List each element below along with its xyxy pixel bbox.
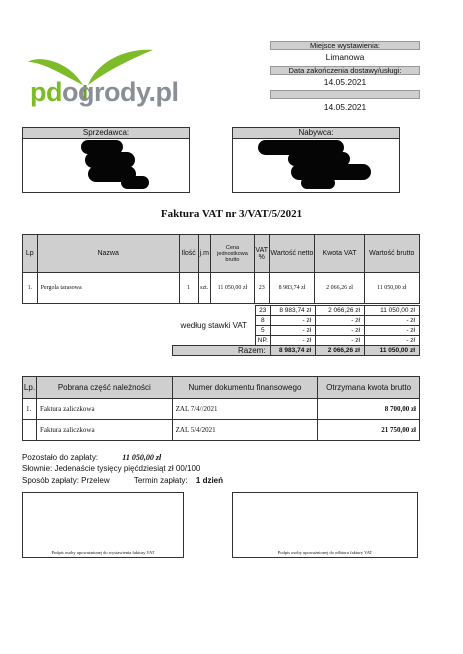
signature-box-issuer	[22, 492, 184, 558]
remaining-value: 11 050,00 zł	[122, 453, 162, 462]
payments-table	[22, 376, 420, 441]
payments-header-row	[23, 377, 420, 399]
row-part: Faktura zaliczkowa	[36, 399, 172, 420]
redaction	[121, 176, 149, 189]
vat-net: - zł	[270, 326, 316, 336]
signature-caption: Podpis osoby upoważnionej do odbioru faktury VAT	[277, 550, 373, 555]
col-lp: Lp.	[23, 377, 37, 399]
term-label: Termin zapłaty:	[133, 476, 188, 485]
buyer-label: Nabywca:	[233, 128, 399, 139]
vat-net: - zł	[270, 316, 316, 326]
col-lp: Lp	[23, 235, 38, 273]
buyer-box	[232, 127, 400, 193]
remaining-line	[22, 453, 161, 462]
signature-caption: Podpis osoby upoważnionej do wystawienia faktury VAT	[51, 550, 155, 555]
invoice-title: Faktura VAT nr 3/VAT/5/2021	[160, 208, 303, 220]
table-row	[23, 399, 420, 420]
vat-net: 8 983,74 zł	[270, 306, 316, 316]
row-doc: ZAL 7/4//2021	[172, 399, 318, 420]
delivery-date-label: Data zakończenia dostawy/usługi:	[270, 66, 420, 75]
vat-row	[173, 306, 420, 316]
vat-total-row	[173, 346, 420, 356]
vat-gross: - zł	[364, 316, 419, 326]
issue-place: Limanowa	[325, 52, 365, 62]
vat-summary-label: według stawki VAT	[180, 320, 247, 330]
issue-date: 14.05.2021	[323, 102, 367, 112]
row-lp	[23, 420, 37, 441]
vat-amount: - zł	[316, 326, 365, 336]
vat-amount: 2 066,26 zł	[316, 306, 365, 316]
vat-rate: 23	[256, 306, 271, 316]
row-qty: 1	[179, 273, 198, 304]
table-row	[23, 420, 420, 441]
col-vat-amount: Kwota VAT	[315, 235, 364, 273]
vat-summary-table	[172, 305, 420, 356]
col-vat: VAT %	[254, 235, 269, 273]
row-part: Faktura zaliczkowa	[36, 420, 172, 441]
seller-box	[22, 127, 190, 193]
words-value: Jedenaście tysięcy pięćdziesiąt zł 00/100	[54, 464, 201, 473]
words-line	[22, 464, 200, 473]
row-doc: ZAL 5/4/2021	[172, 420, 318, 441]
vat-total-net: 8 983,74 zł	[270, 346, 316, 356]
row-vat: 23	[254, 273, 269, 304]
row-amount: 8 700,00 zł	[318, 399, 420, 420]
row-lp: 1.	[23, 399, 37, 420]
col-net: Wartość netto	[269, 235, 315, 273]
vat-total-vat: 2 066,26 zł	[316, 346, 365, 356]
items-header-row	[23, 235, 420, 273]
col-amount: Otrzymana kwota brutto	[318, 377, 420, 399]
vat-gross: - zł	[364, 336, 419, 346]
term-value: 1 dzień	[195, 476, 224, 485]
table-row	[23, 273, 420, 304]
vat-net: - zł	[270, 336, 316, 346]
row-unit: szt.	[198, 273, 211, 304]
vat-total-gross: 11 050,00 zł	[364, 346, 419, 356]
vat-gross: - zł	[364, 326, 419, 336]
row-net: 8 983,74 zł	[269, 273, 315, 304]
vat-amount: - zł	[316, 316, 365, 326]
payment-label: Sposób zapłaty:	[22, 476, 79, 485]
seller-label: Sprzedawca:	[23, 128, 189, 139]
signature-box-receiver	[232, 492, 418, 558]
col-doc: Numer dokumentu finansowego	[172, 377, 318, 399]
row-name: Pergola tarasowa	[37, 273, 179, 304]
row-unit-price: 11 050,00 zł	[211, 273, 255, 304]
remaining-label: Pozostało do zapłaty:	[22, 453, 99, 462]
row-gross: 11 050,00 zł	[364, 273, 419, 304]
payment-value: Przelew	[81, 476, 110, 485]
col-unit: j.m	[198, 235, 211, 273]
col-gross: Wartość brutto	[364, 235, 419, 273]
issue-place-label: Miejsce wystawienia:	[270, 41, 420, 50]
delivery-date: 14.05.2021	[323, 77, 367, 87]
items-table	[22, 234, 420, 304]
words-label: Słownie:	[22, 464, 53, 473]
col-part: Pobrana część należności	[36, 377, 172, 399]
col-qty: Ilość	[179, 235, 198, 273]
vat-rate: 8	[256, 316, 271, 326]
logo-text	[30, 77, 179, 108]
payment-line	[22, 476, 223, 485]
vat-amount: - zł	[316, 336, 365, 346]
row-lp: 1.	[23, 273, 38, 304]
col-name: Nazwa	[37, 235, 179, 273]
issue-date-bar	[270, 90, 420, 99]
vat-gross: 11 050,00 zł	[364, 306, 419, 316]
col-unit-price: Cena jednostkowa brutto	[211, 235, 255, 273]
logo-text-prefix: pd	[30, 77, 62, 107]
row-vat-amount: 2 066,26 zł	[315, 273, 364, 304]
logo-text-rest: ogrody.pl	[62, 77, 179, 107]
vat-total-label: Razem:	[173, 346, 271, 356]
vat-rate: 5	[256, 326, 271, 336]
row-amount: 21 750,00 zł	[318, 420, 420, 441]
vat-rate: NP.	[256, 336, 271, 346]
redaction	[301, 177, 335, 189]
